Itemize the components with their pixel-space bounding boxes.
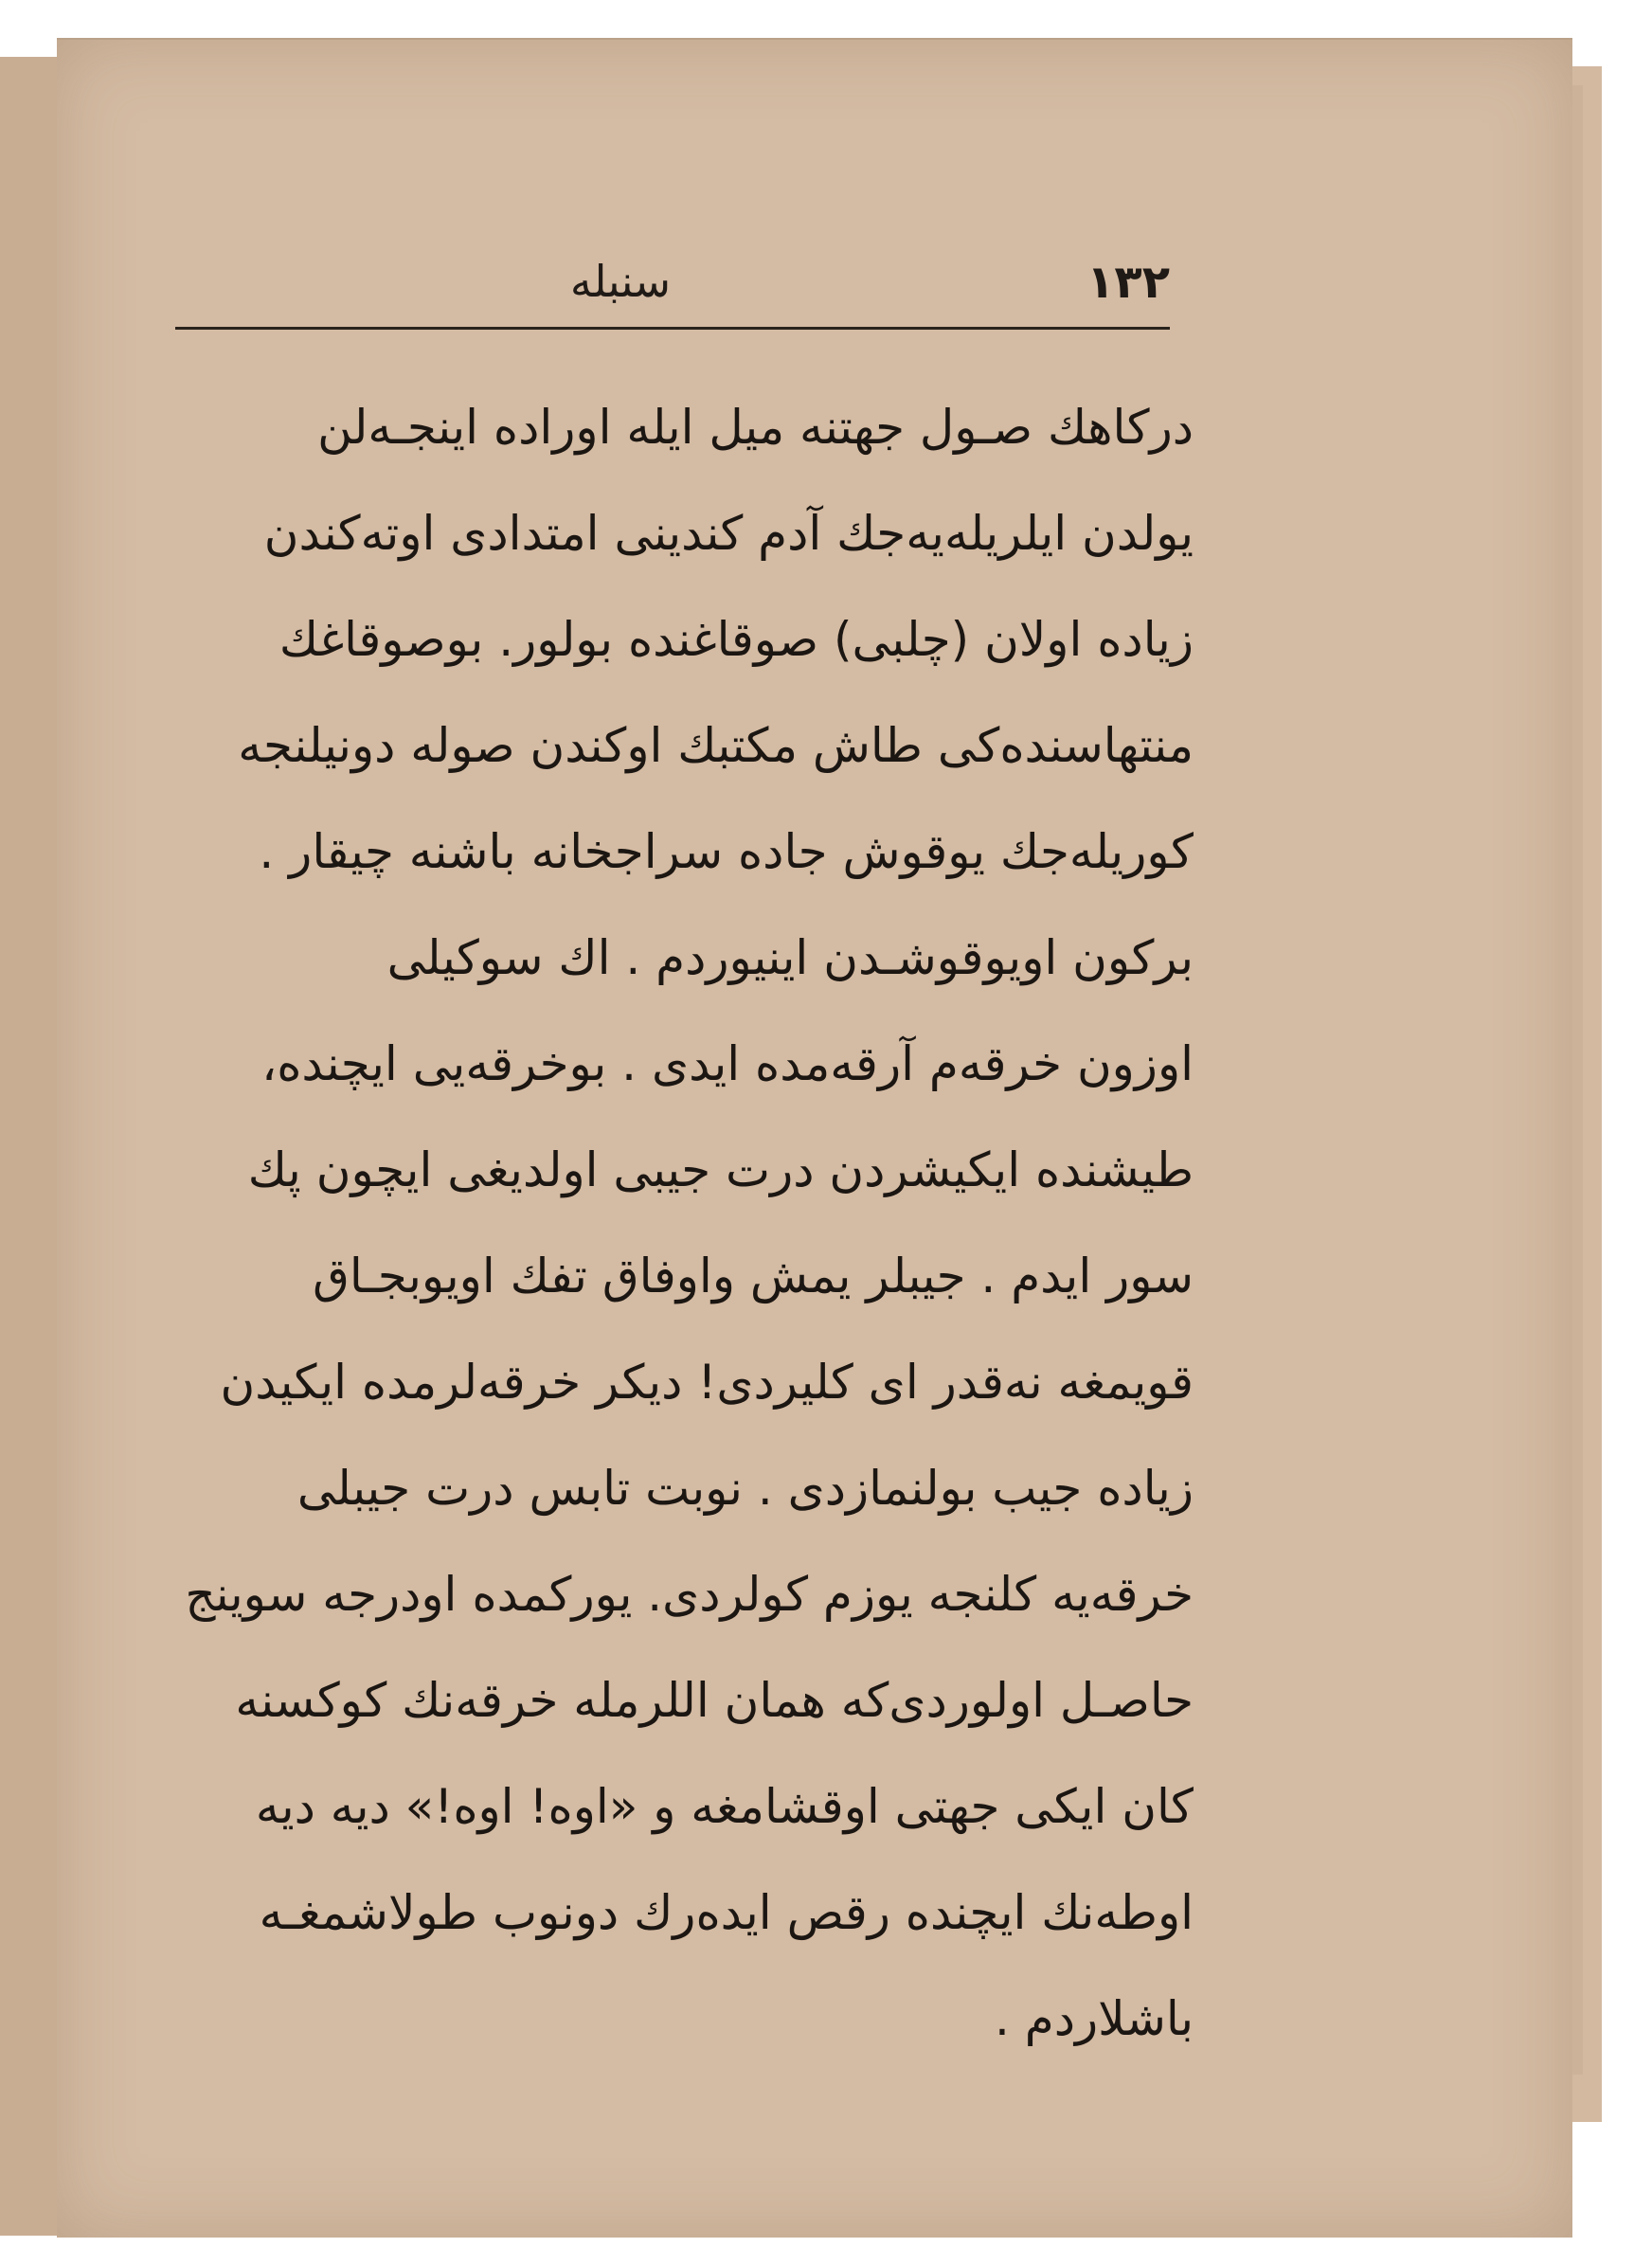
page-number: ١٣٢ (1086, 256, 1170, 309)
text-line: اوزون خرقه‌م آرقه‌مده ایدی . بوخرقه‌یی ایچنده، (261, 1036, 1194, 1091)
text-line: قویمغه نه‌قدر ای کلیردی! دیکر خرقه‌لرمده ایکیدن (220, 1355, 1194, 1410)
header-rule (175, 327, 1170, 330)
text-line: حاصـل اولوردی‌که همان اللرمله خرقه‌نك کوکسنه (235, 1673, 1194, 1728)
text-line: منتهاسنده‌کی طاش مکتبك اوکندن صوله دونیلنجه (238, 718, 1194, 773)
text-line: کان ایکی جهتی اوقشامغه و «اوه! اوه!» دیه دیه (255, 1779, 1194, 1834)
text-line: زیاده اولان (چلبی) صوقاغنده بولور. بوصوقاغك (278, 612, 1194, 667)
text-line-last: باشلاردم . (994, 1991, 1194, 2046)
running-title: سنبله (569, 256, 672, 307)
text-line: درکاهك صـول جهتنه میل ایله اوراده اینجـه‌لن (317, 400, 1194, 455)
text-line: سور ایدم . جیبلر یمش واوفاق تفك اویوبجـاق (313, 1249, 1194, 1303)
page-header (118, 256, 1170, 332)
text-line: برکون اویوقوشـدن اینیوردم . اك سوکیلی (386, 930, 1194, 985)
body-text (123, 374, 1194, 2072)
text-line: کوریله‌جك یوقوش جاده سراجخانه باشنه چیقار . (259, 824, 1194, 879)
text-line: خرقه‌یه کلنجه یوزم کولردی. یورکمده اودرجه سوینج (185, 1567, 1194, 1622)
text-line: زیاده جیب بولنمازدی . نوبت تابس درت جیبلی (296, 1461, 1194, 1516)
text-line: طیشنده ایکیشردن درت جیبی اولدیغی ایچون پك (247, 1142, 1194, 1197)
text-line: یولدن ایلریله‌یه‌جك آدم کندینی امتدادی اوته‌کندن (263, 506, 1194, 561)
text-line: اوطه‌نك ایچنده رقص ایده‌رك دونوب طولاشمغـه (259, 1885, 1194, 1940)
